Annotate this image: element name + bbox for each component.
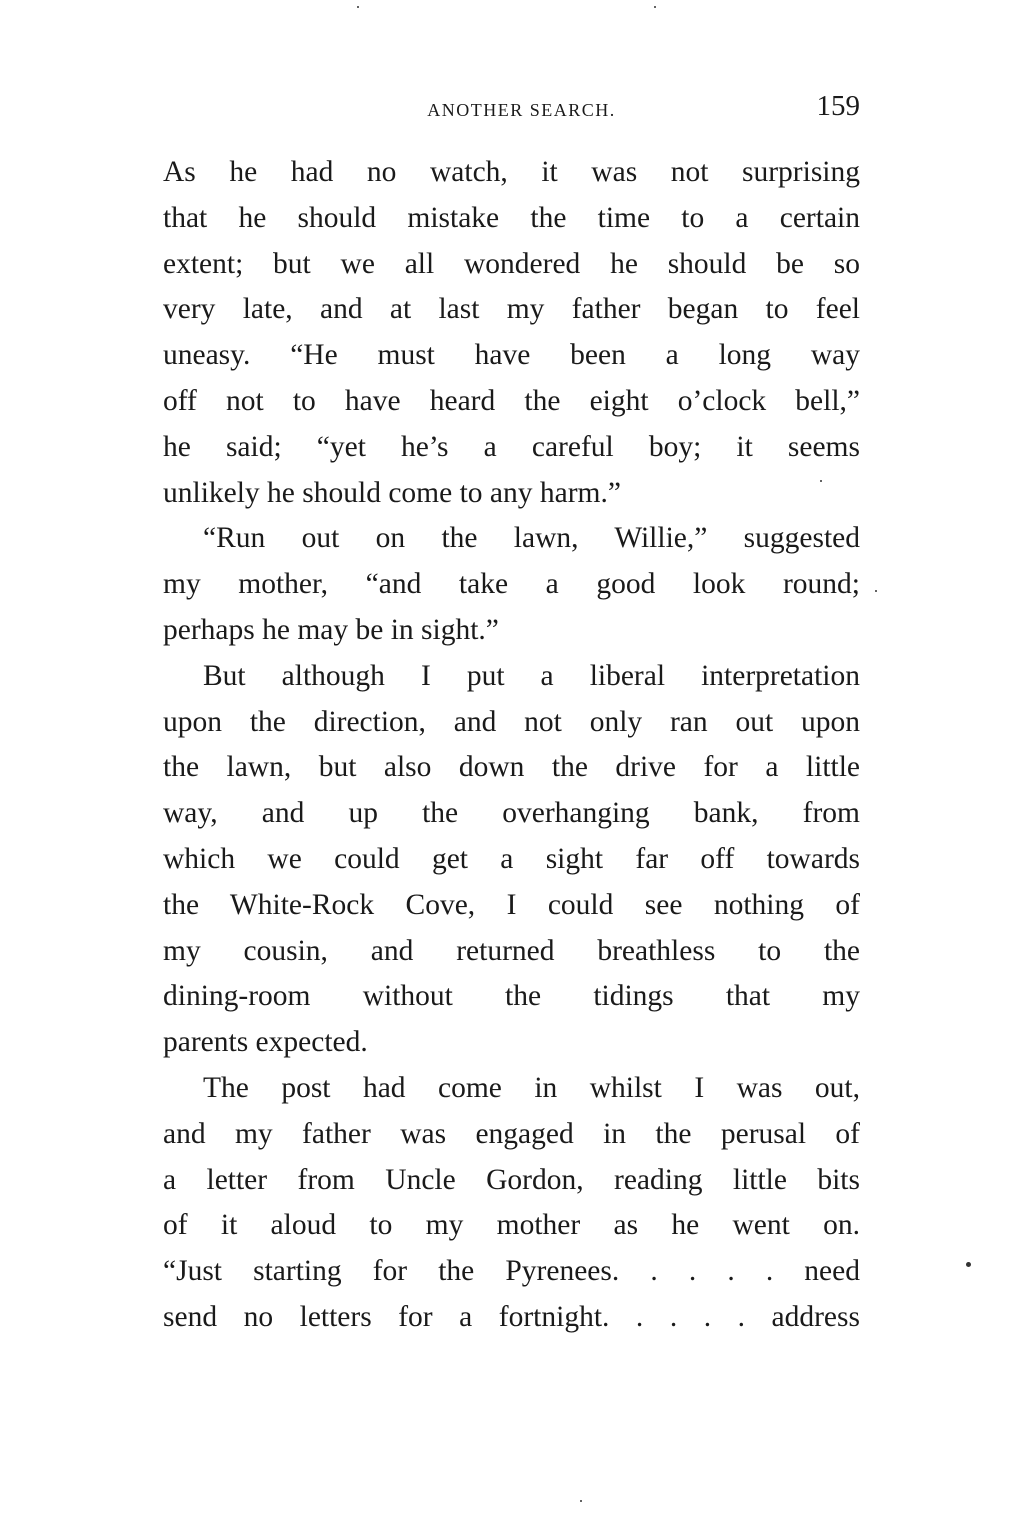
text-line: uneasy. “He must have been a long way <box>163 339 860 372</box>
scan-speck <box>820 480 822 482</box>
text-line: As he had no watch, it was not surprising <box>163 156 860 188</box>
text-line: “Just starting for the Pyrenees. . . . . need <box>163 1255 860 1288</box>
text-line: he said; “yet he’s a careful boy; it seems <box>163 430 860 463</box>
text-line: my mother, “and take a good look round; <box>163 568 860 601</box>
text-line: send no letters for a fortnight. . . . . address <box>163 1300 860 1333</box>
text-line: off not to have heard the eight o’clock bell,” <box>163 384 860 417</box>
text-line: upon the direction, and not only ran out upon <box>163 705 860 738</box>
running-head <box>163 90 860 130</box>
text-line: a letter from Uncle Gordon, reading little bits <box>163 1163 860 1196</box>
text-line: very late, and at last my father began to feel <box>163 293 860 326</box>
scan-speck <box>875 590 877 592</box>
scan-speck <box>357 6 359 8</box>
text-line: the lawn, but also down the drive for a little <box>163 751 860 784</box>
text-line: and my father was engaged in the perusal of <box>163 1117 860 1150</box>
scan-speck <box>966 1262 971 1267</box>
text-line: extent; but we all wondered he should be so <box>163 247 860 280</box>
text-line: of it aloud to my mother as he went on. <box>163 1209 860 1242</box>
text-line: that he should mistake the time to a certain <box>163 201 860 234</box>
text-line: unlikely he should come to any harm.” <box>163 476 621 509</box>
page-number: 159 <box>816 90 860 122</box>
running-title: ANOTHER SEARCH. <box>427 100 616 120</box>
text-line: which we could get a sight far off towards <box>163 842 860 875</box>
text-line: my cousin, and returned breathless to the <box>163 934 860 967</box>
text-line: But although I put a liberal interpretation <box>203 659 860 692</box>
body-text <box>163 150 860 1341</box>
text-line: dining-room without the tidings that my <box>163 980 860 1013</box>
text-line: The post had come in whilst I was out, <box>203 1071 860 1104</box>
text-line: parents expected. <box>163 1026 368 1059</box>
scan-speck <box>654 6 656 8</box>
text-line: perhaps he may be in sight.” <box>163 613 499 646</box>
text-line: the White-Rock Cove, I could see nothing of <box>163 888 860 921</box>
scan-speck <box>580 1500 582 1502</box>
text-line: way, and up the overhanging bank, from <box>163 797 860 830</box>
text-line: “Run out on the lawn, Willie,” suggested <box>203 522 860 555</box>
